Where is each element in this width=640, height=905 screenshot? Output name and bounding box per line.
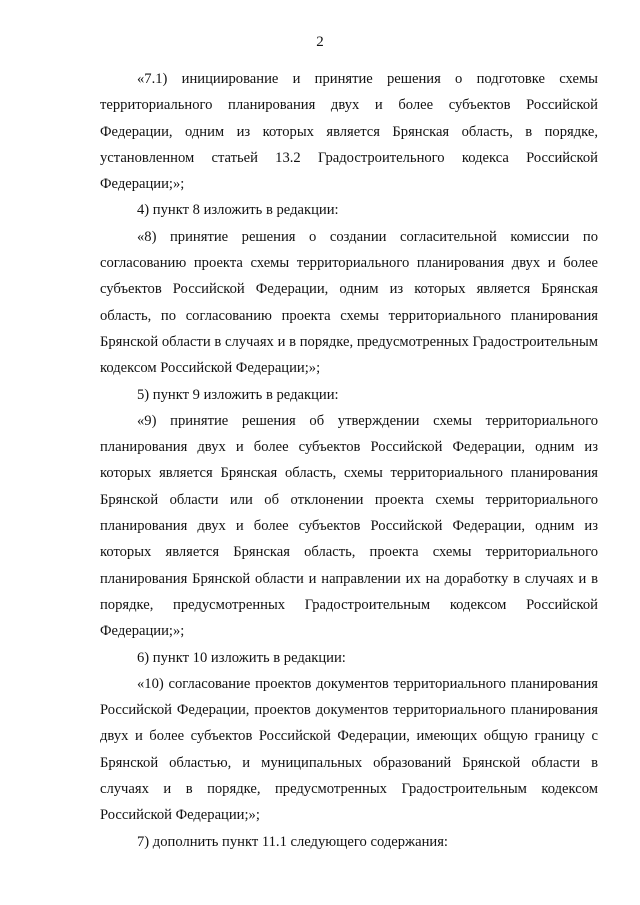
page-number: 2: [316, 34, 324, 50]
paragraph-amend-item-9: 5) пункт 9 изложить в редакции:: [137, 386, 339, 403]
paragraph-amend-item-10: 6) пункт 10 изложить в редакции:: [137, 649, 346, 666]
paragraph-item-8: «8) принятие решения о создании согласительной комиссии по согласованию проекта схемы территориального планирования двух и более субъектов Российской Федерации, одним из которых является Брянская область, по согласованию проекта схемы территориального планирования Брянской области в случаях и в порядке, предусмотренных Градостроительным кодексом Российской Федерации;»;: [100, 228, 598, 377]
paragraph-item-9: «9) принятие решения об утверждении схемы территориального планирования двух и более субъектов Российской Федерации, одним из которых является Брянская область, схемы территориального планирования Брянской области или об отклонении проекта схемы территориального планирования двух и более субъектов Российской Федерации, одним из которых является Брянская область, проекта схемы территориального планирования Брянской области и направлении их на доработку в случаях и в порядке, предусмотренных Градостроительным кодексом Российской Федерации;»;: [100, 412, 598, 640]
paragraph-item-10: «10) согласование проектов документов территориального планирования Российской Федерации, проектов документов территориального планирования двух и более субъектов Российской Федерации, имеющих общую границу с Брянской областью, и муниципальных образований Брянской области в случаях и в порядке, предусмотренных Градостроительным кодексом Российской Федерации;»;: [100, 675, 598, 824]
paragraph-add-item-11-1: 7) дополнить пункт 11.1 следующего содержания:: [137, 833, 448, 850]
document-body: [100, 66, 598, 855]
paragraph-item-7-1: «7.1) инициирование и принятие решения о подготовке схемы территориального планирования двух и более субъектов Российской Федерации, одним из которых является Брянская область, в порядке, установленном статьей 13.2 Градостроительного кодекса Российской Федерации;»;: [100, 71, 598, 193]
paragraph-amend-item-8: 4) пункт 8 изложить в редакции:: [137, 202, 339, 219]
